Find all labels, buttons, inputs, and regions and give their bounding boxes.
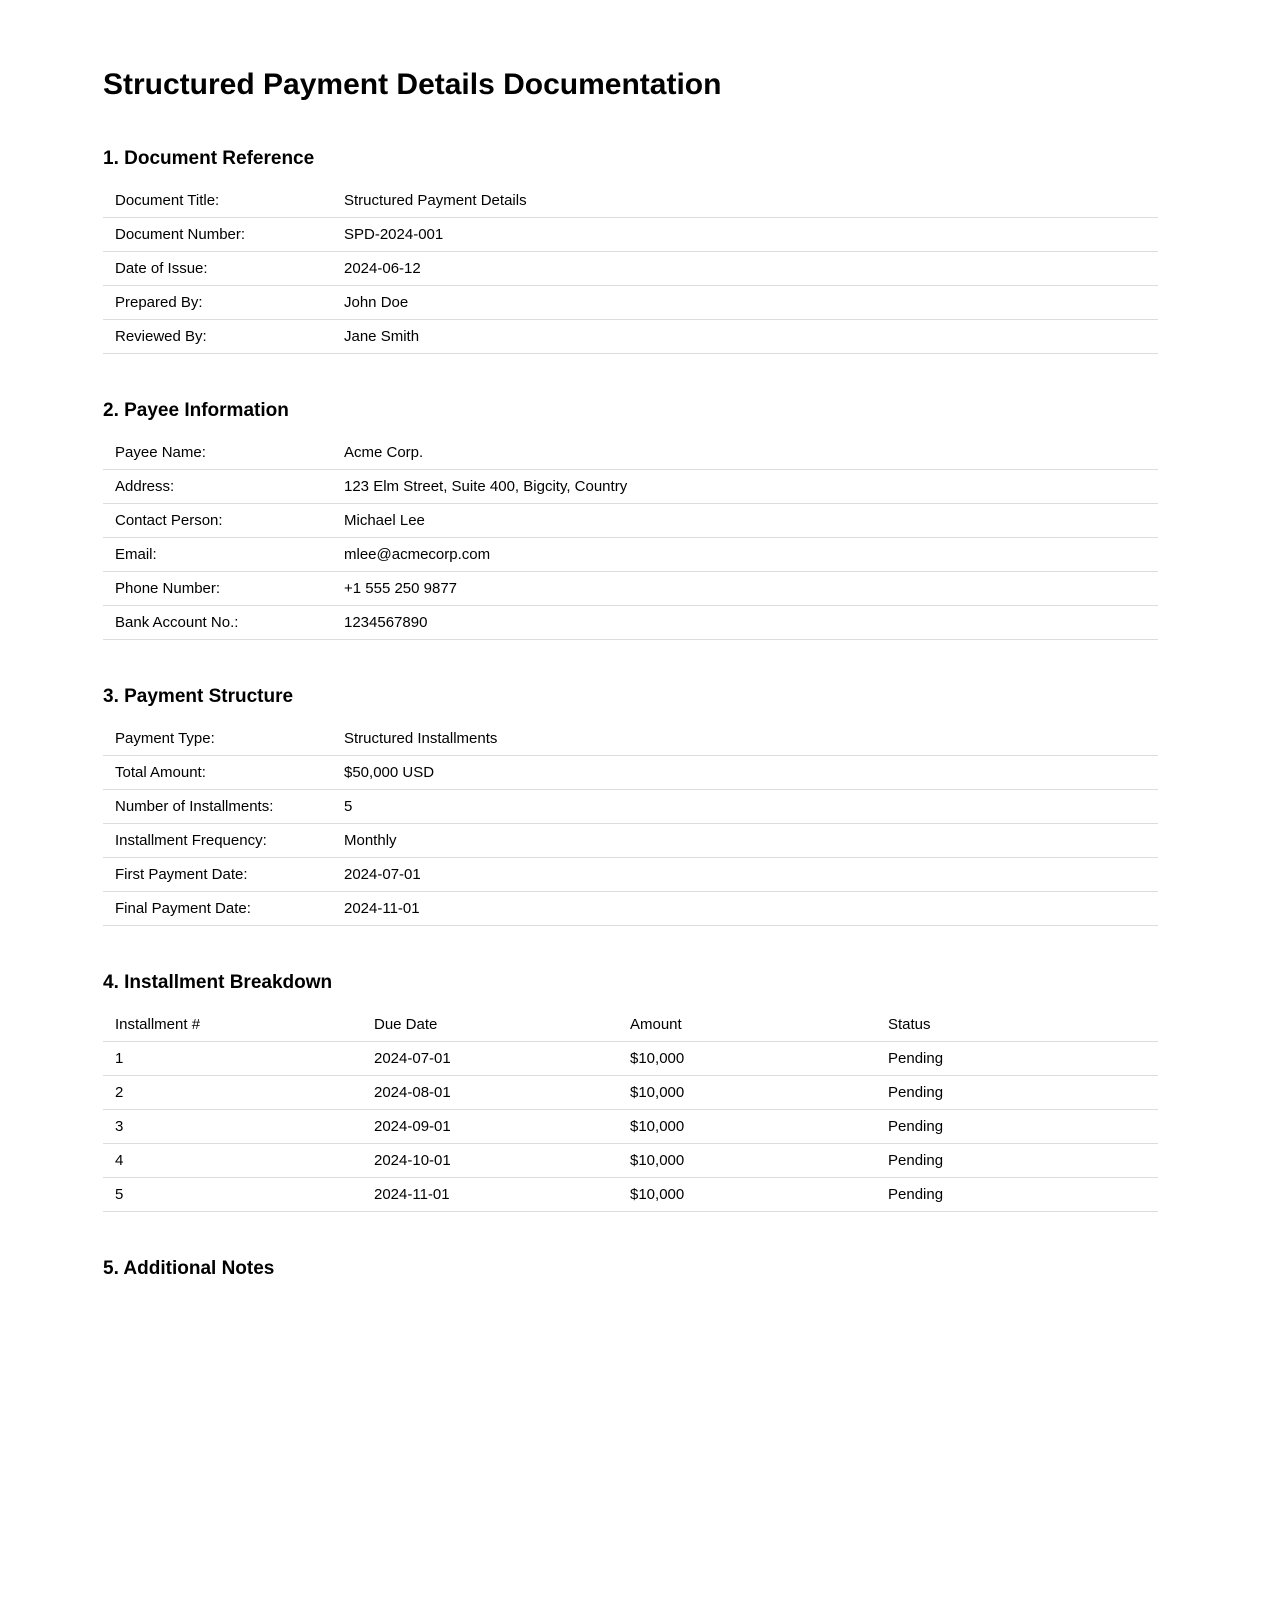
column-header-status: Status (876, 1008, 1158, 1042)
document-reference-table (103, 184, 1158, 354)
field-label: Email: (103, 538, 332, 572)
field-label: Bank Account No.: (103, 606, 332, 640)
table-row (103, 504, 1158, 538)
status: Pending (876, 1076, 1158, 1110)
table-row (103, 436, 1158, 470)
field-value: mlee@acmecorp.com (332, 538, 1158, 572)
table-row (103, 184, 1158, 218)
section-heading-installment-breakdown: 4. Installment Breakdown (103, 972, 333, 993)
field-value: Structured Installments (332, 722, 1158, 756)
field-value: John Doe (332, 286, 1158, 320)
section-additional-notes (103, 1257, 1158, 1281)
field-label: Payee Name: (103, 436, 332, 470)
section-installment-breakdown (103, 971, 1158, 1212)
field-value: Monthly (332, 824, 1158, 858)
installment-number: 1 (103, 1042, 362, 1076)
installment-number: 2 (103, 1076, 362, 1110)
field-value: 5 (332, 790, 1158, 824)
table-row (103, 1076, 1158, 1110)
payment-structure-table (103, 722, 1158, 926)
table-row (103, 252, 1158, 286)
field-label: Prepared By: (103, 286, 332, 320)
table-row (103, 824, 1158, 858)
field-label: Final Payment Date: (103, 892, 332, 926)
amount: $10,000 (618, 1144, 876, 1178)
table-row (103, 722, 1158, 756)
table-row (103, 892, 1158, 926)
installment-number: 3 (103, 1110, 362, 1144)
due-date: 2024-07-01 (362, 1042, 618, 1076)
field-value: 1234567890 (332, 606, 1158, 640)
section-heading-payment-structure: 3. Payment Structure (103, 686, 294, 707)
table-row (103, 790, 1158, 824)
payee-information-table (103, 436, 1158, 640)
section-heading-document-reference: 1. Document Reference (103, 148, 315, 169)
amount: $10,000 (618, 1076, 876, 1110)
field-label: Date of Issue: (103, 252, 332, 286)
table-row (103, 286, 1158, 320)
field-value: Michael Lee (332, 504, 1158, 538)
field-label: Address: (103, 470, 332, 504)
table-header-row (103, 1008, 1158, 1042)
field-value: Jane Smith (332, 320, 1158, 354)
table-row (103, 1178, 1158, 1212)
field-label: Number of Installments: (103, 790, 332, 824)
page-title: Structured Payment Details Documentation (103, 68, 722, 101)
field-value: $50,000 USD (332, 756, 1158, 790)
section-payment-structure (103, 685, 1158, 926)
column-header-due-date: Due Date (362, 1008, 618, 1042)
field-value: 2024-07-01 (332, 858, 1158, 892)
column-header-amount: Amount (618, 1008, 876, 1042)
status: Pending (876, 1144, 1158, 1178)
installment-number: 4 (103, 1144, 362, 1178)
section-heading-payee-information: 2. Payee Information (103, 400, 289, 421)
due-date: 2024-11-01 (362, 1178, 618, 1212)
table-row (103, 572, 1158, 606)
field-label: Phone Number: (103, 572, 332, 606)
section-payee-information (103, 399, 1158, 640)
table-row (103, 858, 1158, 892)
table-row (103, 756, 1158, 790)
field-value: 2024-06-12 (332, 252, 1158, 286)
field-label: Total Amount: (103, 756, 332, 790)
installment-breakdown-table (103, 1008, 1158, 1212)
field-label: First Payment Date: (103, 858, 332, 892)
field-value: 2024-11-01 (332, 892, 1158, 926)
field-value: +1 555 250 9877 (332, 572, 1158, 606)
column-header-installment-number: Installment # (103, 1008, 362, 1042)
table-row (103, 606, 1158, 640)
field-label: Payment Type: (103, 722, 332, 756)
table-row (103, 320, 1158, 354)
amount: $10,000 (618, 1178, 876, 1212)
table-row (103, 1110, 1158, 1144)
amount: $10,000 (618, 1042, 876, 1076)
field-label: Installment Frequency: (103, 824, 332, 858)
section-heading-additional-notes: 5. Additional Notes (103, 1258, 275, 1279)
field-label: Reviewed By: (103, 320, 332, 354)
field-label: Contact Person: (103, 504, 332, 538)
field-label: Document Number: (103, 218, 332, 252)
due-date: 2024-08-01 (362, 1076, 618, 1110)
field-label: Document Title: (103, 184, 332, 218)
table-row (103, 1144, 1158, 1178)
table-row (103, 470, 1158, 504)
table-row (103, 538, 1158, 572)
status: Pending (876, 1110, 1158, 1144)
amount: $10,000 (618, 1110, 876, 1144)
field-value: Acme Corp. (332, 436, 1158, 470)
due-date: 2024-10-01 (362, 1144, 618, 1178)
status: Pending (876, 1042, 1158, 1076)
field-value: 123 Elm Street, Suite 400, Bigcity, Country (332, 470, 1158, 504)
table-row (103, 218, 1158, 252)
section-document-reference (103, 147, 1158, 354)
table-row (103, 1042, 1158, 1076)
field-value: Structured Payment Details (332, 184, 1158, 218)
status: Pending (876, 1178, 1158, 1212)
due-date: 2024-09-01 (362, 1110, 618, 1144)
field-value: SPD-2024-001 (332, 218, 1158, 252)
installment-number: 5 (103, 1178, 362, 1212)
